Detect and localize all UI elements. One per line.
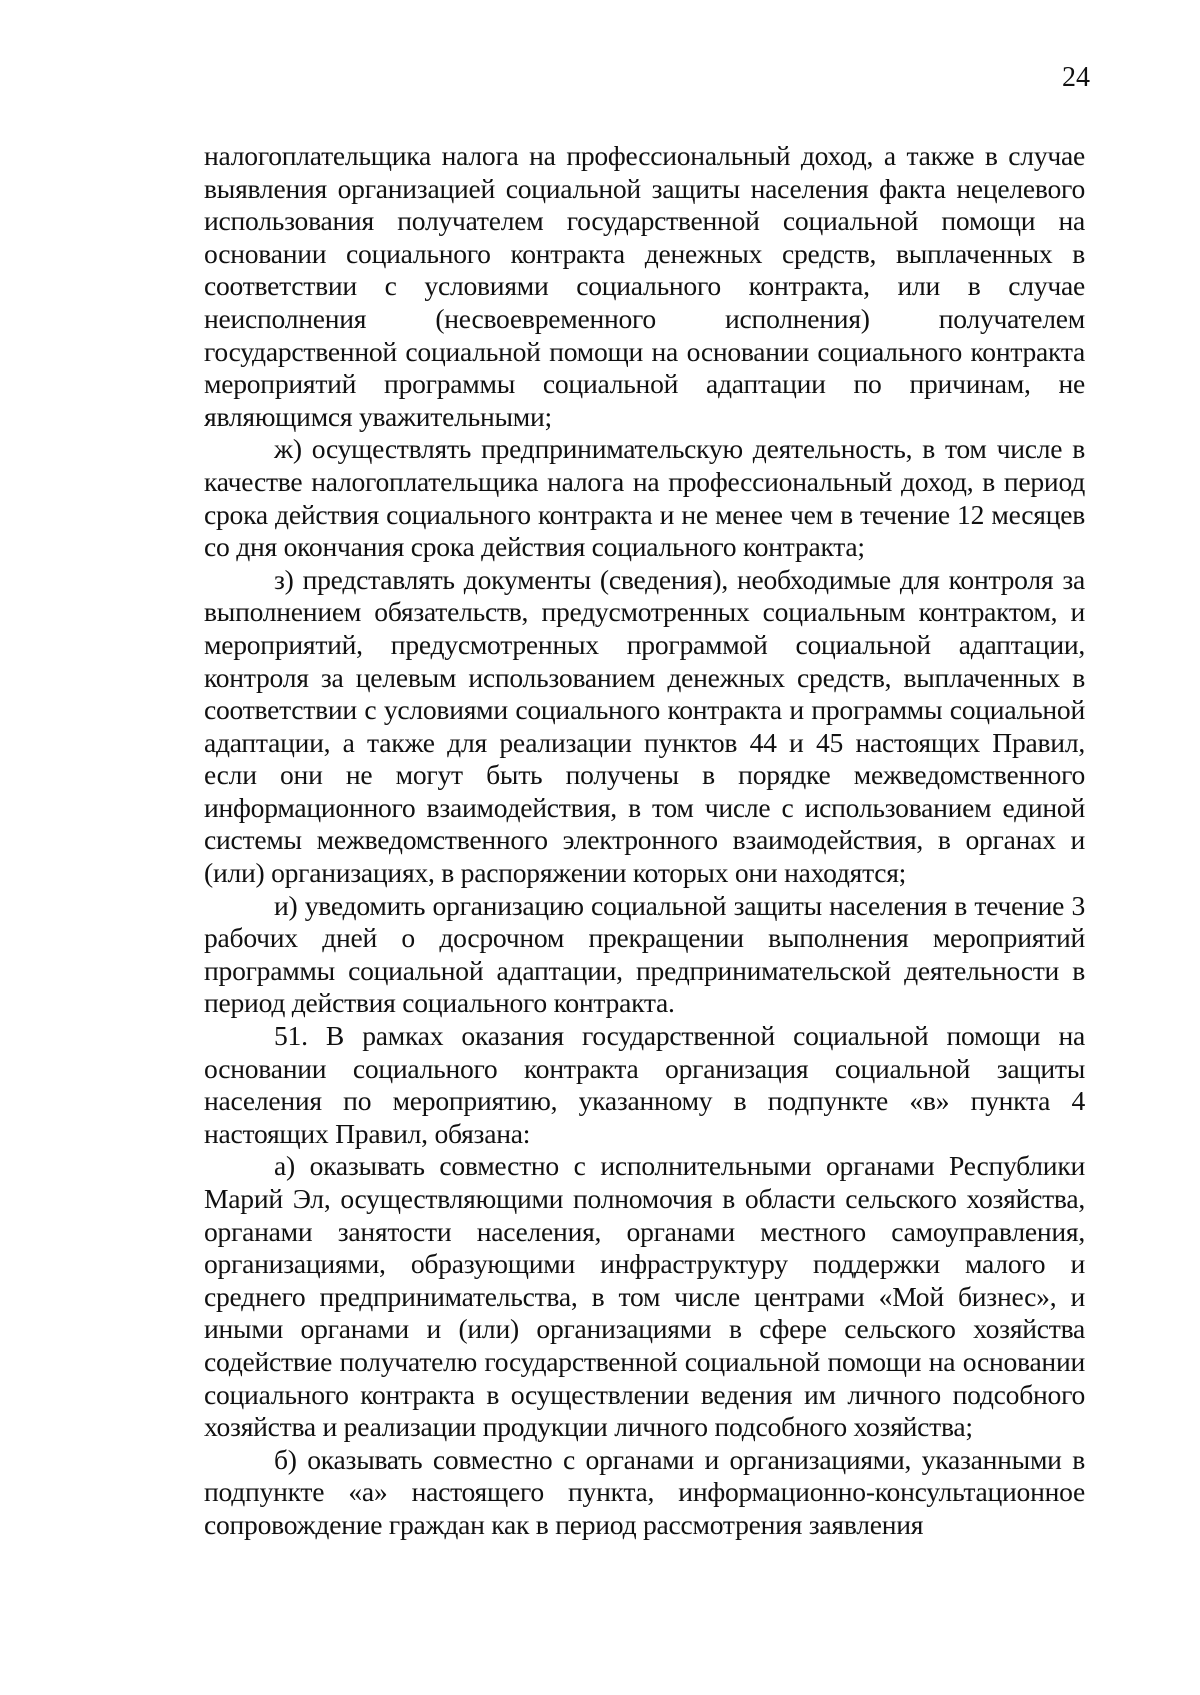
- page-number: 24: [1062, 62, 1090, 93]
- paragraph-subitem-zh: ж) осуществлять предпринимательскую деятельность, в том числе в качестве налогоплательщика налога на профессиональный доход, в период срока действия социального контракта и не менее чем в течение 12 месяцев со дня окончания срока действия социального контракта;: [204, 433, 1085, 563]
- document-body: [204, 140, 1085, 1542]
- paragraph-subitem-z: з) представлять документы (сведения), необходимые для контроля за выполнением обязательств, предусмотренных социальным контрактом, и мероприятий, предусмотренных программой социальной адаптации, контроля за целевым использованием денежных средств, выплаченных в соответствии с условиями социального контракта и программы социальной адаптации, а также для реализации пунктов 44 и 45 настоящих Правил, если они не могут быть получены в порядке межведомственного информационного взаимодействия, в том числе с использованием единой системы межведомственного электронного взаимодействия, в органах и (или) организациях, в распоряжении которых они находятся;: [204, 563, 1085, 889]
- paragraph-continuation: налогоплательщика налога на профессиональный доход, а также в случае выявления организацией социальной защиты населения факта нецелевого использования получателем государственной социальной помощи на основании социального контракта денежных средств, выплаченных в соответствии с условиями социального контракта, или в случае неисполнения (несвоевременного исполнения) получателем государственной социальной помощи на основании социального контракта мероприятий программы социальной адаптации по причинам, не являющимся уважительными;: [204, 140, 1085, 432]
- paragraph-subitem-i: и) уведомить организацию социальной защиты населения в течение 3 рабочих дней о досрочном прекращении выполнения мероприятий программы социальной адаптации, предпринимательской деятельности в период действия социального контракта.: [204, 889, 1085, 1019]
- paragraph-subitem-a: а) оказывать совместно с исполнительными органами Республики Марий Эл, осуществляющими полномочия в области сельского хозяйства, органами занятости населения, органами местного самоуправления, организациями, образующими инфраструктуру поддержки малого и среднего предпринимательства, в том числе центрами «Мой бизнес», и иными органами и (или) организациями в сфере сельского хозяйства содействие получателю государственной социальной помощи на основании социального контракта в осуществлении ведения им личного подсобного хозяйства и реализации продукции личного подсобного хозяйства;: [204, 1150, 1085, 1443]
- paragraph-item-51: 51. В рамках оказания государственной социальной помощи на основании социального контракта организация социальной защиты населения по мероприятию, указанному в подпункте «в» пункта 4 настоящих Правил, обязана:: [204, 1020, 1085, 1149]
- paragraph-subitem-b: б) оказывать совместно с органами и организациями, указанными в подпункте «а» настоящего пункта, информационно-консультационное сопровождение граждан как в период рассмотрения заявления: [204, 1443, 1085, 1540]
